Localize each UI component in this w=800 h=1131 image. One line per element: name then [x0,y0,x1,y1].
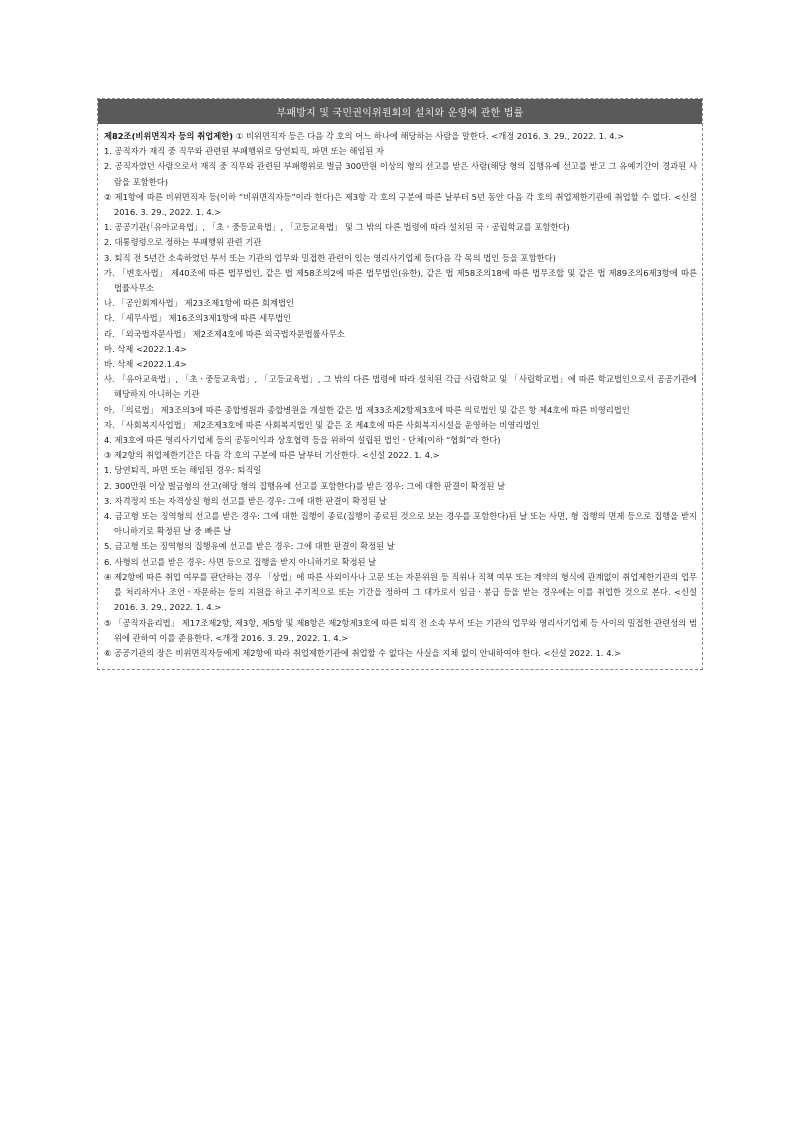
list-item: 4. 금고형 또는 징역형의 선고를 받은 경우: 그에 대한 집행이 종료(집행이 종료된 것으로 보는 경우를 포함한다)된 날 또는 사면, 형 집행의 면제 등으로 집행을 받지 아니하기로 확정된 날 중 빠른 날 [104,511,697,537]
paragraph-5: ⑤ 「공직자윤리법」 제17조제2항, 제3항, 제5항 및 제8항은 제2항제3호에 따른 퇴직 전 소속 부서 또는 기관의 업무와 영리사기업체 등 사이의 밀접한 관련성의 범위에 관하여 이를 준용한다. <개정 2016. 3. 29., 2022. 1. 4.> [104,617,697,643]
list-item: 1. 공공기관(「유아교육법」, 「초ㆍ중등교육법」, 「고등교육법」 및 그 밖의 다른 법령에 따라 설치된 국ㆍ공립학교를 포함한다) [104,222,570,233]
paragraph-3: ③ 제2항의 취업제한기간은 다음 각 호의 구분에 따른 날부터 기산한다. <신설 2022. 1. 4.> [104,450,440,461]
list-item: 1. 당연퇴직, 파면 또는 해임된 경우: 퇴직일 [104,465,262,476]
article-body [98,124,702,669]
paragraph-1-text: ① 비위면직자 등은 다음 각 호의 어느 하나에 해당하는 사람을 말한다. <개정 2016. 3. 29., 2022. 1. 4.> [235,131,625,141]
list-item: 2. 300만원 이상 벌금형의 선고(해당 형의 집행유예 선고를 포함한다)를 받은 경우: 그에 대한 판결이 확정된 날 [104,480,506,491]
sub-item: 사. 「유아교육법」, 「초ㆍ중등교육법」, 「고등교육법」, 그 밖의 다른 법령에 따라 설치된 각급 사립학교 및 「사립학교법」에 따른 학교법인으로서 공공기관에 해당하지 아니하는 기관 [104,374,697,400]
sub-item: 가. 「변호사법」 제40조에 따른 법무법인, 같은 법 제58조의2에 따른 법무법인(유한), 같은 법 제58조의18에 따른 법무조합 및 같은 법 제89조의6제3항에 따른 법률사무소 [104,267,697,294]
law-document [97,98,703,670]
list-item: 2. 대통령령으로 정하는 부패행위 관련 기관 [104,237,262,248]
list-item: 6. 사형의 선고를 받은 경우: 사면 등으로 집행을 받지 아니하기로 확정된 날 [104,556,377,567]
law-title-bar [98,99,702,124]
paragraph-4: ④ 제2항에 따른 취업 여부를 판단하는 경우 「상법」에 따른 사외이사나 고문 또는 자문위원 등 직위나 직책 여부 또는 계약의 형식에 관계없이 취업제한기관의 업무를 처리하거나 조언ㆍ자문하는 등의 지원을 하고 주기적으로 또는 기간을 정하여 그 대가로서 임금ㆍ봉급 등을 받는 경우에는 이를 취업한 것으로 본다. <신설 2016. 3. 29., 2022. 1. 4.> [104,571,697,613]
sub-item: 마. 삭제 <2022.1.4> [104,343,187,354]
paragraph-2: ② 제1항에 따른 비위면직자 등(이하 “비위면직자등”이라 한다)은 제3항 각 호의 구분에 따른 날부터 5년 동안 다음 각 호의 취업제한기관에 취업할 수 없다. <신설 2016. 3. 29., 2022. 1. 4.> [104,191,697,218]
list-item: 3. 퇴직 전 5년간 소속하였던 부서 또는 기관의 업무와 밀접한 관련이 있는 영리사기업체 등(다음 각 목의 법인 등을 포함한다) [104,252,556,263]
sub-item: 나. 「공인회계사법」 제23조제1항에 따른 회계법인 [104,298,294,309]
law-title: 부패방지 및 국민권익위원회의 설치와 운영에 관한 법률 [276,108,524,119]
list-item: 3. 자격정지 또는 자격상실 형의 선고를 받은 경우: 그에 대한 판결이 확정된 날 [104,495,387,506]
list-item: 4. 제3호에 따른 영리사기업체 등의 공동이익과 상호협력 등을 위하여 설립된 법인ㆍ단체(이하 “협회”라 한다) [104,435,501,446]
sub-item: 아. 「의료법」 제3조의3에 따른 종합병원과 종합병원을 개설한 같은 법 제33조제2항제3호에 따른 의료법인 및 같은 항 제4호에 따른 비영리법인 [104,404,630,415]
sub-item: 바. 삭제 <2022.1.4> [104,359,187,370]
paragraph-1 [104,129,697,144]
paragraph-6: ⑥ 공공기관의 장은 비위면직자등에게 제2항에 따라 취업제한기관에 취업할 수 없다는 사실을 지체 없이 안내하여야 한다. <신설 2022. 1. 4.> [104,647,622,658]
list-item: 1. 공직자가 재직 중 직무와 관련된 부패행위로 당연퇴직, 파면 또는 해임된 자 [104,146,385,157]
list-item: 2. 공직자였던 사람으로서 재직 중 직무와 관련된 부패행위로 벌금 300만원 이상의 형의 선고를 받은 사람(해당 형의 집행유예 선고를 받고 그 유예기간이 경과된 사람을 포함한다) [104,161,697,187]
article-title: 제82조(비위면직자 등의 취업제한) [104,131,234,141]
sub-item: 다. 「세무사법」 제16조의3제1항에 따른 세무법인 [104,313,292,324]
sub-item: 라. 「외국법자문사법」 제2조제4호에 따른 외국법자문법률사무소 [104,328,345,339]
list-item: 5. 금고형 또는 징역형의 집행유예 선고를 받은 경우: 그에 대한 판결이 확정된 날 [104,541,395,552]
sub-item: 자. 「사회복지사업법」 제2조제3호에 따른 사회복지법인 및 같은 조 제4호에 따른 사회복지시설을 운영하는 비영리법인 [104,419,540,430]
